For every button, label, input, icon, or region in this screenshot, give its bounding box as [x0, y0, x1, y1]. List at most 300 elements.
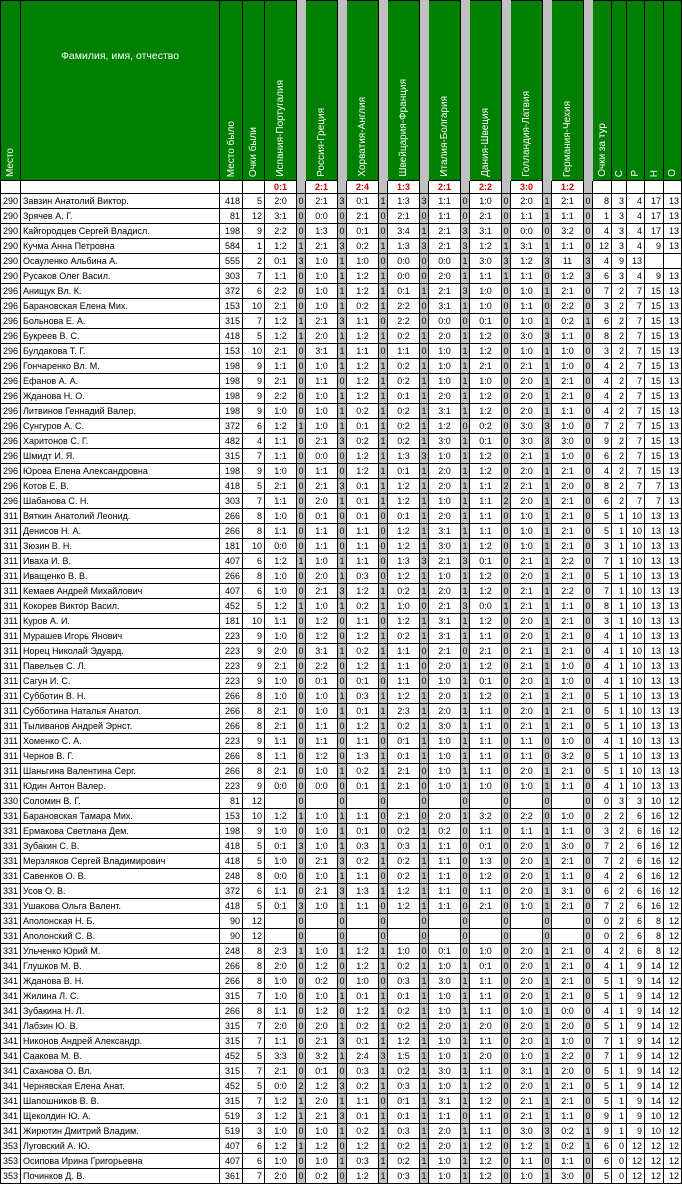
r-cell: 4 [627, 209, 645, 224]
match-points-cell: 0 [584, 299, 593, 314]
prediction-cell: 2:1 [552, 569, 584, 584]
match-points-cell: 1 [420, 824, 429, 839]
tour-points-cell: 7 [593, 584, 612, 599]
match-points-cell: 0 [502, 644, 511, 659]
prediction-cell: 1:2 [511, 254, 543, 269]
match-points-cell: 0 [379, 734, 388, 749]
match-points-cell: 0 [379, 1094, 388, 1109]
prediction-cell: 1:2 [388, 689, 420, 704]
r-cell: 9 [627, 1019, 645, 1034]
n-cell: 10 [645, 794, 664, 809]
prediction-cell [347, 794, 379, 809]
name-cell: Жданова В. Н. [21, 974, 220, 989]
prediction-cell: 1:0 [429, 749, 461, 764]
prediction-cell: 2:0 [511, 854, 543, 869]
prediction-cell [306, 794, 338, 809]
n-cell: 13 [645, 614, 664, 629]
prediction-cell: 1:1 [470, 989, 502, 1004]
match-points-cell: 0 [543, 809, 552, 824]
match-points-cell: 1 [420, 584, 429, 599]
prev-place-cell: 266 [220, 524, 243, 539]
prediction-cell: 3:0 [511, 419, 543, 434]
prediction-cell: 2:0 [306, 569, 338, 584]
match-points-cell: 0 [379, 899, 388, 914]
s-cell: 2 [612, 464, 627, 479]
prediction-cell: 1:2 [470, 1154, 502, 1169]
prev-points-cell: 8 [243, 959, 265, 974]
s-cell: 1 [612, 569, 627, 584]
tour-points-cell: 4 [593, 224, 612, 239]
prediction-cell: 1:2 [347, 389, 379, 404]
table-row [1, 614, 682, 629]
match-points-cell: 1 [379, 464, 388, 479]
prev-points-cell: 5 [243, 839, 265, 854]
name-cell: Барановская Тамара Мих. [21, 809, 220, 824]
prediction-cell: 1:2 [470, 1079, 502, 1094]
prediction-cell: 0:3 [388, 1169, 420, 1184]
s-cell: 1 [612, 524, 627, 539]
place-cell: 341 [1, 1094, 21, 1109]
match-points-cell: 1 [420, 1034, 429, 1049]
prediction-cell: 2:1 [388, 779, 420, 794]
tour-points-cell: 7 [593, 554, 612, 569]
prediction-cell: 2:2 [265, 224, 297, 239]
prediction-cell: 2:0 [470, 1049, 502, 1064]
prev-place-cell: 198 [220, 404, 243, 419]
match-points-cell: 0 [297, 374, 306, 389]
prediction-cell: 2:1 [306, 434, 338, 449]
match-result: 2:2 [470, 181, 502, 194]
prediction-cell: 2:0 [429, 584, 461, 599]
prediction-cell [265, 914, 297, 929]
prev-points-cell: 9 [243, 404, 265, 419]
header-r: Р [627, 1, 645, 181]
s-cell: 2 [612, 944, 627, 959]
match-points-cell: 1 [338, 644, 347, 659]
prediction-cell: 1:1 [429, 209, 461, 224]
r-cell: 9 [627, 1109, 645, 1124]
match-points-cell: 0 [584, 764, 593, 779]
prev-points-cell: 6 [243, 554, 265, 569]
match-points-cell: 0 [502, 419, 511, 434]
prediction-cell: 1:0 [265, 404, 297, 419]
o-cell: 13 [664, 374, 682, 389]
s-cell: 2 [612, 824, 627, 839]
match-points-cell: 0 [584, 689, 593, 704]
prediction-cell: 1:2 [388, 494, 420, 509]
match-points-cell: 0 [297, 1124, 306, 1139]
prev-place-cell: 315 [220, 1019, 243, 1034]
match-points-cell: 0 [297, 854, 306, 869]
tour-points-cell: 7 [593, 1034, 612, 1049]
match-points-cell: 0 [297, 749, 306, 764]
match-points-cell: 3 [338, 584, 347, 599]
match-points-cell: 0 [420, 659, 429, 674]
name-cell: Шабанова С. Н. [21, 494, 220, 509]
prediction-cell: 1:2 [511, 1139, 543, 1154]
s-cell: 2 [612, 899, 627, 914]
match-points-cell: 0 [297, 224, 306, 239]
match-points-cell: 0 [502, 209, 511, 224]
match-points-cell: 0 [297, 269, 306, 284]
place-cell: 341 [1, 959, 21, 974]
r-cell: 9 [627, 959, 645, 974]
tour-points-cell: 4 [593, 959, 612, 974]
match-points-cell: 0 [420, 764, 429, 779]
table-row [1, 629, 682, 644]
prediction-cell: 0:3 [388, 1124, 420, 1139]
match-points-cell: 1 [543, 689, 552, 704]
match-points-cell: 0 [297, 734, 306, 749]
prediction-cell: 1:0 [306, 404, 338, 419]
prediction-cell: 0:0 [388, 269, 420, 284]
s-cell: 1 [612, 629, 627, 644]
prediction-cell [306, 914, 338, 929]
prediction-cell: 2:1 [306, 194, 338, 209]
tour-points-cell: 0 [593, 914, 612, 929]
prediction-cell: 1:1 [552, 869, 584, 884]
prediction-cell: 1:1 [470, 974, 502, 989]
o-cell: 12 [664, 824, 682, 839]
match-points-cell: 0 [379, 254, 388, 269]
prev-points-cell: 7 [243, 494, 265, 509]
s-cell: 1 [612, 1064, 627, 1079]
prediction-cell: 1:2 [470, 659, 502, 674]
prediction-cell: 2:2 [388, 314, 420, 329]
prediction-cell [306, 929, 338, 944]
prediction-cell: 0:2 [552, 1139, 584, 1154]
s-cell: 1 [612, 779, 627, 794]
prediction-cell [470, 929, 502, 944]
prediction-cell: 1:1 [388, 644, 420, 659]
prediction-cell: 2:0 [306, 494, 338, 509]
tour-points-cell: 4 [593, 464, 612, 479]
prediction-cell: 1:2 [388, 569, 420, 584]
match-points-cell: 0 [461, 854, 470, 869]
header-match: Германия-Чехия [552, 1, 584, 181]
match-points-cell: 1 [379, 1034, 388, 1049]
match-points-cell: 0 [461, 869, 470, 884]
match-points-cell: 1 [420, 434, 429, 449]
prediction-cell: 1:0 [306, 1124, 338, 1139]
match-points-cell: 0 [584, 854, 593, 869]
match-points-cell: 1 [420, 539, 429, 554]
match-points-cell: 0 [338, 779, 347, 794]
prediction-cell: 0:3 [347, 1154, 379, 1169]
match-points-cell: 1 [543, 1079, 552, 1094]
prediction-cell: 1:0 [429, 359, 461, 374]
tour-points-cell: 4 [593, 389, 612, 404]
prediction-cell: 1:0 [511, 779, 543, 794]
prediction-cell: 2:2 [265, 389, 297, 404]
prediction-cell: 1:0 [306, 1154, 338, 1169]
match-points-cell: 1 [420, 1124, 429, 1139]
prediction-cell: 1:1 [470, 719, 502, 734]
r-cell: 9 [627, 1094, 645, 1109]
name-cell: Соломин В. Г. [21, 794, 220, 809]
place-cell: 331 [1, 824, 21, 839]
prediction-cell: 1:0 [511, 524, 543, 539]
name-cell: Починков Д. В. [21, 1169, 220, 1184]
match-points-cell: 0 [297, 494, 306, 509]
n-cell: 10 [645, 1124, 664, 1139]
prediction-cell: 1:0 [552, 419, 584, 434]
match-points-cell: 0 [338, 974, 347, 989]
place-cell: 311 [1, 509, 21, 524]
prev-points-cell: 12 [243, 914, 265, 929]
match-points-cell: 1 [543, 554, 552, 569]
match-points-cell: 1 [461, 1019, 470, 1034]
prediction-cell: 2:1 [388, 764, 420, 779]
prediction-cell: 1:0 [470, 374, 502, 389]
prediction-cell: 1:2 [347, 1139, 379, 1154]
match-points-cell: 0 [379, 209, 388, 224]
prediction-cell: 0:1 [347, 479, 379, 494]
match-points-cell: 1 [461, 734, 470, 749]
table-row [1, 809, 682, 824]
name-cell: Ушакова Ольга Валент. [21, 899, 220, 914]
match-points-cell: 0 [502, 404, 511, 419]
s-cell: 3 [612, 239, 627, 254]
prediction-cell: 0:1 [388, 749, 420, 764]
header-match: Испания-Португалия [265, 1, 297, 181]
prediction-cell: 1:1 [388, 344, 420, 359]
match-points-cell: 0 [584, 809, 593, 824]
prediction-cell: 1:0 [552, 344, 584, 359]
prev-points-cell: 7 [243, 449, 265, 464]
tour-points-cell: 5 [593, 689, 612, 704]
o-cell: 12 [664, 884, 682, 899]
prev-place-cell: 266 [220, 509, 243, 524]
match-points-cell: 1 [543, 974, 552, 989]
s-cell: 2 [612, 284, 627, 299]
match-result: 2:4 [347, 181, 379, 194]
prediction-cell: 1:0 [306, 944, 338, 959]
prediction-cell: 0:2 [388, 629, 420, 644]
prediction-cell: 2:1 [306, 239, 338, 254]
n-cell: 14 [645, 959, 664, 974]
match-points-cell: 1 [543, 614, 552, 629]
match-points-cell: 1 [420, 839, 429, 854]
match-points-cell: 0 [297, 959, 306, 974]
match-points-cell: 0 [297, 614, 306, 629]
prev-place-cell: 223 [220, 659, 243, 674]
o-cell: 13 [664, 434, 682, 449]
match-points-cell: 2 [502, 479, 511, 494]
name-cell: Ульченко Юрий М. [21, 944, 220, 959]
n-cell: 15 [645, 299, 664, 314]
o-cell: 13 [664, 719, 682, 734]
match-points-cell: 1 [379, 989, 388, 1004]
o-cell: 12 [664, 1079, 682, 1094]
prediction-cell: 1:1 [265, 734, 297, 749]
prediction-cell: 1:2 [265, 1094, 297, 1109]
prediction-cell: 1:1 [306, 464, 338, 479]
match-points-cell: 1 [461, 329, 470, 344]
name-cell: Куров А. И. [21, 614, 220, 629]
prediction-cell: 1:2 [347, 464, 379, 479]
name-cell: Зубакин С. В. [21, 839, 220, 854]
place-cell: 311 [1, 584, 21, 599]
s-cell: 1 [612, 719, 627, 734]
match-points-cell: 0 [297, 1004, 306, 1019]
prediction-cell: 3:3 [265, 1049, 297, 1064]
name-cell: Вяткин Анатолий Леонид. [21, 509, 220, 524]
match-points-cell: 1 [297, 314, 306, 329]
prediction-cell: 1:3 [347, 884, 379, 899]
table-row [1, 989, 682, 1004]
table-row [1, 269, 682, 284]
o-cell: 13 [664, 734, 682, 749]
match-points-cell: 0 [502, 869, 511, 884]
tour-points-cell: 12 [593, 239, 612, 254]
prediction-cell: 2:1 [429, 599, 461, 614]
match-points-cell: 0 [338, 914, 347, 929]
match-points-cell: 1 [420, 989, 429, 1004]
prediction-cell: 1:2 [470, 344, 502, 359]
r-cell: 6 [627, 914, 645, 929]
prev-points-cell: 8 [243, 749, 265, 764]
prediction-cell: 2:1 [388, 809, 420, 824]
o-cell: 13 [664, 674, 682, 689]
prediction-cell: 1:1 [552, 404, 584, 419]
match-points-cell: 0 [297, 464, 306, 479]
match-points-cell: 3 [461, 554, 470, 569]
prev-points-cell: 4 [243, 434, 265, 449]
table-row [1, 749, 682, 764]
match-points-cell: 0 [420, 254, 429, 269]
prediction-cell: 0:3 [347, 689, 379, 704]
s-cell: 1 [612, 734, 627, 749]
prediction-cell: 1:0 [552, 1034, 584, 1049]
n-cell: 13 [645, 629, 664, 644]
match-points-cell: 0 [338, 659, 347, 674]
tour-points-cell: 6 [593, 1154, 612, 1169]
name-cell: Лабзин Ю. В. [21, 1019, 220, 1034]
s-cell: 2 [612, 854, 627, 869]
prediction-cell: 0:2 [347, 764, 379, 779]
prev-points-cell: 8 [243, 689, 265, 704]
match-points-cell: 1 [420, 884, 429, 899]
n-cell: 17 [645, 209, 664, 224]
place-cell: 311 [1, 599, 21, 614]
prev-place-cell: 266 [220, 689, 243, 704]
s-cell: 1 [612, 509, 627, 524]
prediction-cell: 2:1 [552, 989, 584, 1004]
table-row [1, 314, 682, 329]
o-cell: 12 [664, 809, 682, 824]
table-row [1, 734, 682, 749]
prediction-cell: 0:2 [388, 359, 420, 374]
prediction-cell: 0:2 [552, 1124, 584, 1139]
results-row [1, 181, 682, 194]
match-points-cell: 0 [297, 689, 306, 704]
prediction-cell: 1:2 [306, 614, 338, 629]
s-cell: 2 [612, 809, 627, 824]
prediction-cell: 2:0 [429, 1019, 461, 1034]
name-cell: Ефанов А. А. [21, 374, 220, 389]
match-points-cell: 0 [502, 194, 511, 209]
name-cell: Никонов Андрей Александр. [21, 1034, 220, 1049]
prev-place-cell: 153 [220, 809, 243, 824]
o-cell: 13 [664, 614, 682, 629]
o-cell: 13 [664, 629, 682, 644]
tour-points-cell: 8 [593, 599, 612, 614]
prediction-cell: 1:1 [470, 824, 502, 839]
prediction-cell: 1:2 [470, 869, 502, 884]
prediction-cell [265, 794, 297, 809]
o-cell: 12 [664, 1139, 682, 1154]
match-points-cell: 1 [379, 1079, 388, 1094]
tour-points-cell: 6 [593, 449, 612, 464]
match-points-cell: 1 [420, 749, 429, 764]
n-cell: 15 [645, 419, 664, 434]
match-points-cell: 1 [543, 1109, 552, 1124]
match-points-cell: 1 [338, 389, 347, 404]
prediction-cell: 2:1 [306, 884, 338, 899]
n-cell: 12 [645, 1154, 664, 1169]
o-cell: 13 [664, 569, 682, 584]
prediction-cell: 1:1 [347, 539, 379, 554]
match-points-cell: 1 [543, 959, 552, 974]
prediction-cell: 2:1 [552, 374, 584, 389]
place-cell: 331 [1, 854, 21, 869]
tour-points-cell: 4 [593, 374, 612, 389]
match-points-cell: 0 [584, 464, 593, 479]
match-points-cell: 1 [420, 374, 429, 389]
match-points-cell: 1 [420, 1109, 429, 1124]
match-points-cell: 0 [502, 1109, 511, 1124]
match-points-cell: 0 [584, 374, 593, 389]
r-cell: 9 [627, 989, 645, 1004]
prediction-cell: 1:0 [429, 989, 461, 1004]
match-points-cell: 0 [584, 749, 593, 764]
prediction-cell: 3:1 [511, 1064, 543, 1079]
tour-points-cell: 8 [593, 329, 612, 344]
header-name: Фамилия, имя, отчество [21, 1, 220, 181]
prev-place-cell: 266 [220, 704, 243, 719]
match-points-cell: 1 [420, 899, 429, 914]
prediction-cell: 1:0 [470, 944, 502, 959]
match-points-cell: 0 [338, 1064, 347, 1079]
prediction-cell: 2:1 [552, 689, 584, 704]
match-points-cell: 1 [543, 284, 552, 299]
match-points-cell: 1 [543, 1064, 552, 1079]
name-cell: Осауленко Альбина А. [21, 254, 220, 269]
place-cell: 330 [1, 794, 21, 809]
prev-place-cell: 81 [220, 209, 243, 224]
r-cell: 10 [627, 524, 645, 539]
match-points-cell: 3 [297, 254, 306, 269]
prediction-cell: 1:1 [511, 1154, 543, 1169]
prev-points-cell: 5 [243, 1049, 265, 1064]
prev-points-cell: 8 [243, 764, 265, 779]
name-cell: Жилина Л. С. [21, 989, 220, 1004]
header-s: С [612, 1, 627, 181]
tour-points-cell: 7 [593, 284, 612, 299]
match-points-cell: 3 [543, 254, 552, 269]
prediction-cell: 1:2 [470, 464, 502, 479]
o-cell: 13 [664, 449, 682, 464]
prediction-cell: 1:2 [265, 1139, 297, 1154]
prev-points-cell: 10 [243, 809, 265, 824]
prediction-cell: 0:1 [347, 194, 379, 209]
n-cell: 13 [645, 704, 664, 719]
prediction-cell: 2:1 [552, 509, 584, 524]
s-cell: 1 [612, 1124, 627, 1139]
match-points-cell: 0 [584, 434, 593, 449]
name-cell: Мурашев Игорь Янович [21, 629, 220, 644]
